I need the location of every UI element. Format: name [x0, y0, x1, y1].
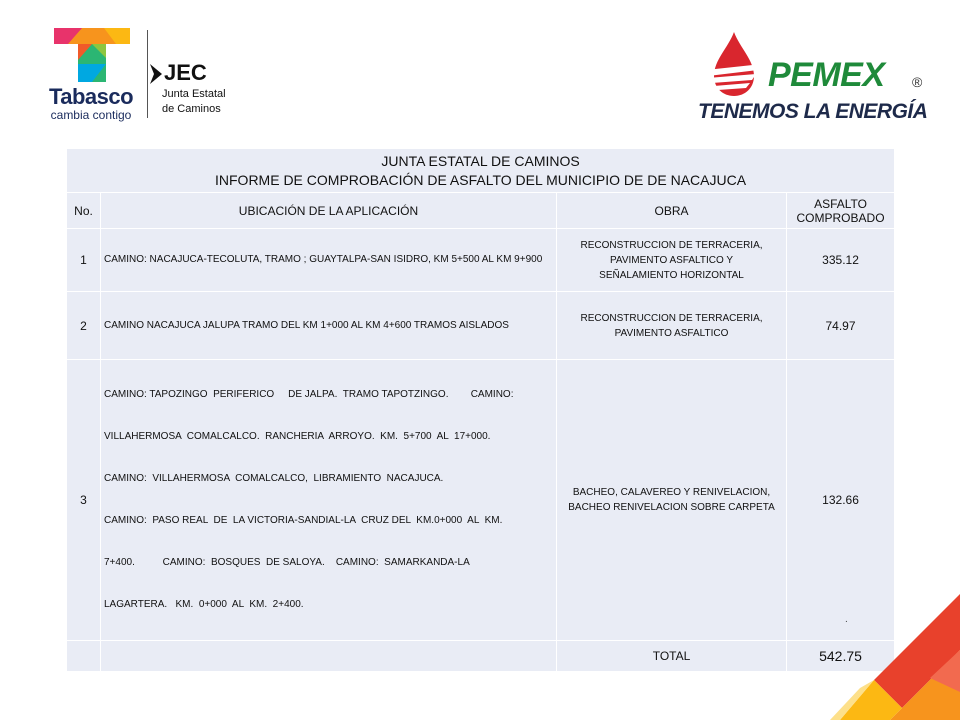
title-row — [67, 149, 895, 193]
row-number: 1 — [67, 229, 101, 292]
row-obra-line: RECONSTRUCCION DE TERRACERIA, — [580, 312, 763, 324]
row-ubicacion-line: VILLAHERMOSA COMALCALCO. RANCHERIA ARROYO. KM. 5+700 AL 17+000. — [104, 431, 491, 442]
corner-decoration-icon — [830, 592, 960, 720]
total-label: TOTAL — [557, 641, 787, 672]
pemex-slogan: TENEMOS LA ENERGÍA — [698, 100, 928, 123]
row-ubicacion-line: CAMINO: PASO REAL DE LA VICTORIA-SANDIAL-LA CRUZ DEL KM.0+000 AL KM. — [104, 515, 503, 526]
row-obra — [557, 292, 787, 360]
pemex-name: PEMEX — [768, 56, 885, 94]
header-ubicacion: UBICACIÓN DE LA APLICACIÓN — [101, 193, 557, 229]
report-title — [67, 149, 895, 193]
row-ubicacion-line: CAMINO: VILLAHERMOSA COMALCALCO, LIBRAMIENTO NACAJUCA. — [104, 473, 444, 484]
header-asfalto-line-2: COMPROBADO — [796, 210, 885, 225]
logo-divider — [147, 30, 148, 118]
jec-subtitle-1: Junta Estatal — [162, 88, 226, 100]
header-asfalto-line-1: ASFALTO — [814, 196, 867, 211]
row-obra-line: BACHEO RENIVELACION SOBRE CARPETA — [568, 502, 775, 513]
row-ubicacion: CAMINO: NACAJUCA-TECOLUTA, TRAMO ; GUAYTALPA-SAN ISIDRO, KM 5+500 AL KM 9+900 — [101, 229, 557, 292]
header-obra: OBRA — [557, 193, 787, 229]
pemex-logo — [696, 30, 936, 125]
total-value: 542.75 — [787, 641, 895, 672]
row-obra — [557, 360, 787, 641]
row-obra-line: RECONSTRUCCION DE TERRACERIA, — [580, 239, 763, 251]
table-row — [67, 360, 895, 641]
row-ubicacion-line: 7+400. CAMINO: BOSQUES DE SALOYA. CAMINO: SAMARKANDA-LA — [104, 557, 470, 568]
tabasco-name: Tabasco — [48, 84, 134, 109]
asphalt-report-table — [66, 148, 895, 672]
report-title-line-1: JUNTA ESTATAL DE CAMINOS — [381, 152, 580, 169]
row-number: 3 — [67, 360, 101, 641]
row-obra-line: SEÑALAMIENTO HORIZONTAL — [599, 269, 744, 281]
header-asfalto — [787, 193, 895, 229]
row-number: 2 — [67, 292, 101, 360]
report-title-line-2: INFORME DE COMPROBACIÓN DE ASFALTO DEL MUNICIPIO DE DE NACAJUCA — [215, 171, 747, 188]
jec-chevron-icon — [150, 64, 162, 84]
total-empty-ubicacion — [101, 641, 557, 672]
row-ubicacion-line: LAGARTERA. KM. 0+000 AL KM. 2+400. — [104, 599, 304, 610]
row-obra-line: BACHEO, CALAVEREO Y RENIVELACION, — [572, 487, 771, 498]
row-ubicacion: CAMINO NACAJUCA JALUPA TRAMO DEL KM 1+000 AL KM 4+600 TRAMOS AISLADOS — [101, 292, 557, 360]
jec-subtitle-2: de Caminos — [162, 103, 221, 115]
footer-mark: . — [845, 614, 848, 625]
pemex-registered-mark: ® — [912, 74, 923, 90]
row-obra-line: PAVIMENTO ASFALTICO Y — [610, 254, 733, 266]
row-asfalto: 132.66 — [787, 360, 895, 641]
row-obra-line: PAVIMENTO ASFALTICO — [614, 327, 729, 339]
tabasco-t-icon — [52, 24, 132, 86]
row-asfalto: 74.97 — [787, 292, 895, 360]
pemex-eagle-drop-icon — [700, 30, 768, 100]
tabasco-logo — [36, 24, 146, 124]
table-row — [67, 229, 895, 292]
row-ubicacion — [101, 360, 557, 641]
total-row — [67, 641, 895, 672]
total-empty-no — [67, 641, 101, 672]
header-row — [67, 193, 895, 229]
tabasco-tagline: cambia contigo — [50, 108, 132, 122]
row-ubicacion-line: CAMINO: TAPOZINGO PERIFERICO DE JALPA. TRAMO TAPOTZINGO. CAMINO: — [104, 389, 514, 400]
jec-name: JEC — [164, 60, 207, 85]
row-asfalto: 335.12 — [787, 229, 895, 292]
jec-logo — [150, 60, 260, 120]
row-obra — [557, 229, 787, 292]
table-row — [67, 292, 895, 360]
header-no: No. — [67, 193, 101, 229]
